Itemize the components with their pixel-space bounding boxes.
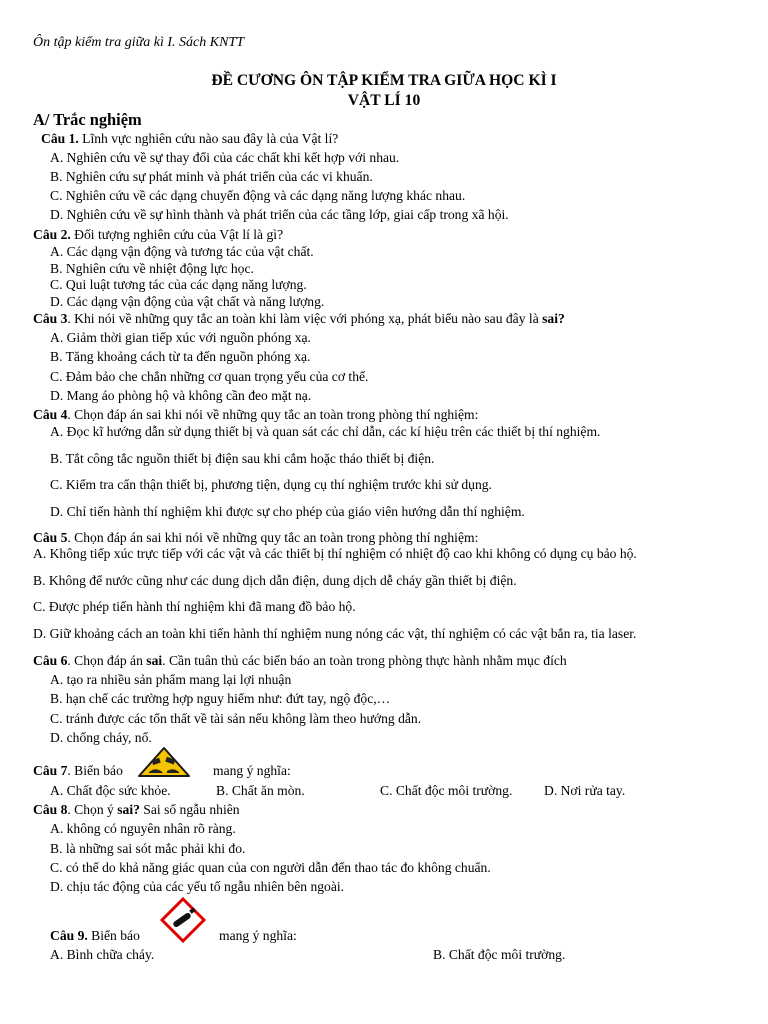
question-text: Biển báo bbox=[87, 928, 140, 943]
gas-cylinder-sign-icon bbox=[160, 897, 206, 943]
question-label: Câu 7 bbox=[33, 763, 68, 778]
q4-option-b: B. Tắt công tắc nguồn thiết bị điện sau khi cắm hoặc tháo thiết bị điện. bbox=[50, 451, 435, 466]
q9-option-a: A. Bình chữa cháy. bbox=[50, 947, 155, 962]
question-emphasis: sai bbox=[146, 653, 163, 668]
q2-option-a: A. Các dạng vận động và tương tác của vật chất. bbox=[50, 244, 314, 259]
question-9 bbox=[50, 927, 140, 944]
question-4 bbox=[33, 406, 478, 423]
question-text: . Chọn đáp án sai khi nói về những quy tắc an toàn trong phòng thí nghiệm: bbox=[67, 530, 479, 545]
question-label: Câu 3 bbox=[33, 311, 68, 326]
q3-option-a: A. Giảm thời gian tiếp xúc với nguồn phóng xạ. bbox=[50, 330, 311, 345]
question-emphasis: sai? bbox=[542, 311, 565, 326]
section-heading: A/ Trắc nghiệm bbox=[33, 110, 142, 129]
question-label: Câu 6 bbox=[33, 653, 68, 668]
q6-option-c: C. tránh được các tổn thất về tài sản nếu không làm theo hướng dẫn. bbox=[50, 711, 422, 726]
question-label: Câu 8 bbox=[33, 802, 68, 817]
q4-option-c: C. Kiểm tra cẩn thận thiết bị, phương tiện, dụng cụ thí nghiệm trước khi sử dụng. bbox=[50, 477, 492, 492]
q8-option-c: C. có thể do khả năng giác quan của con người dẫn đến thao tác đo không chuẩn. bbox=[50, 860, 491, 875]
q8-option-a: A. không có nguyên nhân rõ ràng. bbox=[50, 821, 236, 836]
q2-option-d: D. Các dạng vận động của vật chất và năng lượng. bbox=[50, 294, 325, 309]
q2-option-b: B. Nghiên cứu về nhiệt động lực học. bbox=[50, 261, 254, 276]
question-label: Câu 2. bbox=[33, 227, 71, 242]
q3-option-b: B. Tăng khoảng cách từ ta đến nguồn phóng xạ. bbox=[50, 349, 311, 364]
question-6 bbox=[33, 652, 567, 669]
question-label: Câu 9. bbox=[50, 928, 88, 943]
question-text: Lĩnh vực nghiên cứu nào sau đây là của Vật lí? bbox=[78, 131, 339, 146]
question-label: Câu 1. bbox=[41, 131, 79, 146]
q4-option-d: D. Chỉ tiến hành thí nghiệm khi được sự cho phép của giáo viên hướng dẫn thí nghiệm. bbox=[50, 504, 525, 519]
question-2 bbox=[33, 226, 283, 243]
q2-option-c: C. Qui luật tương tác của các dạng năng lượng. bbox=[50, 277, 307, 292]
question-label: Câu 4 bbox=[33, 407, 68, 422]
q5-option-d: D. Giữ khoảng cách an toàn khi tiến hành thí nghiệm nung nóng các vật, thí nghiệm có các vật bắn ra, tia laser. bbox=[33, 626, 637, 641]
q7-text-after: mang ý nghĩa: bbox=[213, 763, 291, 778]
q5-option-c: C. Được phép tiến hành thí nghiệm khi đã mang đồ bảo hộ. bbox=[33, 599, 356, 614]
doc-title: ĐỀ CƯƠNG ÔN TẬP KIỂM TRA GIỮA HỌC KÌ I bbox=[211, 72, 557, 89]
q5-option-a: A. Không tiếp xúc trực tiếp với các vật và các thiết bị thí nghiệm có nhiệt độ cao khi không có dụng cụ bảo hộ. bbox=[33, 546, 637, 561]
question-emphasis: sai? bbox=[117, 802, 140, 817]
corrosive-sign-icon bbox=[137, 746, 191, 778]
question-label: Câu 5 bbox=[33, 530, 68, 545]
question-text: . Biển báo bbox=[67, 763, 123, 778]
q9-text-after: mang ý nghĩa: bbox=[219, 928, 297, 943]
q6-option-b: B. hạn chế các trường hợp nguy hiểm như: đứt tay, ngộ độc,… bbox=[50, 691, 391, 706]
question-7 bbox=[33, 762, 123, 779]
q6-option-a: A. tạo ra nhiều sản phẩm mang lại lợi nhuận bbox=[50, 672, 292, 687]
question-text-cont: Sai số ngẫu nhiên bbox=[139, 802, 240, 817]
q7-option-a: A. Chất độc sức khỏe. bbox=[50, 783, 171, 798]
q1-option-d: D. Nghiên cứu về sự hình thành và phát triển của các tầng lớp, giai cấp trong xã hội. bbox=[50, 207, 509, 222]
q8-option-d: D. chịu tác động của các yếu tố ngẫu nhiên bên ngoài. bbox=[50, 879, 345, 894]
q1-option-c: C. Nghiên cứu về các dạng chuyển động và các dạng năng lượng khác nhau. bbox=[50, 188, 466, 203]
question-text: . Chọn đáp án bbox=[67, 653, 147, 668]
q1-option-b: B. Nghiên cứu sự phát minh và phát triển của các vi khuẩn. bbox=[50, 169, 373, 184]
question-1 bbox=[41, 130, 338, 147]
q7-option-b: B. Chất ăn mòn. bbox=[216, 783, 305, 798]
q5-option-b: B. Không để nước cũng như các dung dịch dẫn điện, dung dịch dễ cháy gần thiết bị điện. bbox=[33, 573, 517, 588]
question-text: . Chọn ý bbox=[67, 802, 118, 817]
question-8 bbox=[33, 801, 240, 818]
question-5 bbox=[33, 529, 478, 546]
question-text: . Khi nói về những quy tắc an toàn khi làm việc với phóng xạ, phát biểu nào sau đây là bbox=[67, 311, 543, 326]
q6-option-d: D. chống cháy, nổ. bbox=[50, 730, 152, 745]
q3-option-c: C. Đảm bảo che chắn những cơ quan trọng yếu của cơ thể. bbox=[50, 369, 369, 384]
q1-option-a: A. Nghiên cứu về sự thay đổi của các chất khi kết hợp với nhau. bbox=[50, 150, 400, 165]
page-header: Ôn tập kiểm tra giữa kì I. Sách KNTT bbox=[33, 35, 245, 50]
q7-option-d: D. Nơi rửa tay. bbox=[544, 783, 626, 798]
q9-option-b: B. Chất độc môi trường. bbox=[433, 947, 566, 962]
doc-subtitle: VẬT LÍ 10 bbox=[347, 92, 421, 109]
question-text: Đối tượng nghiên cứu của Vật lí là gì? bbox=[70, 227, 284, 242]
question-3 bbox=[33, 310, 565, 327]
q8-option-b: B. là những sai sót mắc phải khi đo. bbox=[50, 841, 246, 856]
question-text-cont: . Cần tuân thủ các biển báo an toàn trong phòng thực hành nhằm mục đích bbox=[162, 653, 567, 668]
q4-option-a: A. Đọc kĩ hướng dẫn sử dụng thiết bị và quan sát các chỉ dẫn, các kí hiệu trên các thiết bị thí nghiệm. bbox=[50, 424, 601, 439]
q7-option-c: C. Chất độc môi trường. bbox=[380, 783, 513, 798]
q3-option-d: D. Mang áo phòng hộ và không cần đeo mặt nạ. bbox=[50, 388, 312, 403]
question-text: . Chọn đáp án sai khi nói về những quy tắc an toàn trong phòng thí nghiệm: bbox=[67, 407, 479, 422]
